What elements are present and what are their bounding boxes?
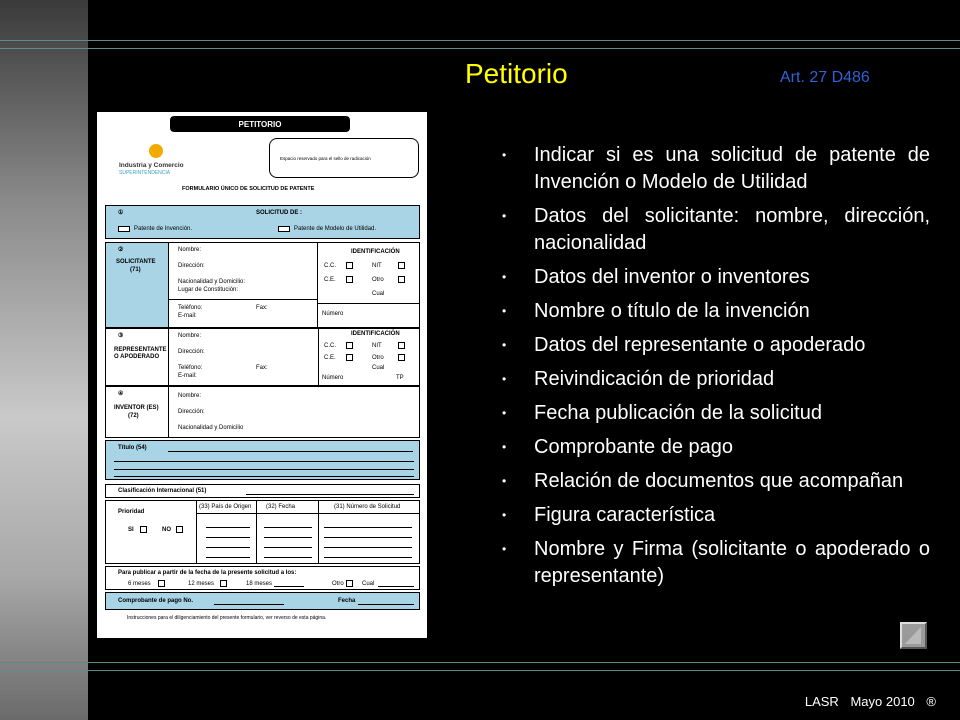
section-titulo bbox=[105, 440, 420, 480]
s2-cual: Cual bbox=[372, 291, 385, 297]
s3-email: E-mail: bbox=[178, 373, 197, 379]
section-solicitante bbox=[105, 242, 420, 328]
bullet-item: • Reivindicación de prioridad bbox=[500, 366, 930, 393]
s5-line-3 bbox=[114, 469, 414, 470]
form-header-text: PETITORIO bbox=[238, 120, 282, 129]
s4-code: (72) bbox=[128, 413, 139, 419]
s7-no-check bbox=[176, 526, 183, 533]
s7-col-fecha: (32) Fecha bbox=[266, 504, 296, 510]
previous-slide-button[interactable] bbox=[900, 622, 927, 649]
bullet-item: • Datos del representante o apoderado bbox=[500, 332, 930, 359]
s3-num: ③ bbox=[118, 333, 124, 339]
s3-numero: Número bbox=[322, 375, 344, 381]
org-logo-icon bbox=[149, 144, 163, 158]
bullet-item: • Indicar si es una solicitud de patente de Invención o Modelo de Utilidad bbox=[500, 142, 930, 196]
s3-ce: C.E. bbox=[324, 355, 336, 361]
s1-check-2 bbox=[278, 226, 290, 232]
s9-line-1 bbox=[214, 604, 284, 605]
slide-title: Petitorio bbox=[465, 58, 568, 89]
s1-opt2: Patente de Modelo de Utilidad. bbox=[294, 226, 377, 232]
slide-footer bbox=[797, 694, 936, 709]
s7-si-check bbox=[140, 526, 147, 533]
stamp-text: Espacio reservado para el sello de radicación bbox=[280, 156, 371, 161]
s7-title: Prioridad bbox=[118, 509, 145, 515]
s4-vline bbox=[168, 387, 169, 437]
footer-mark: ® bbox=[926, 694, 936, 709]
s7-no: NO bbox=[162, 527, 171, 533]
s7-vline-3 bbox=[318, 501, 319, 563]
s2-direccion: Dirección: bbox=[178, 263, 205, 269]
org-name: Industria y Comercio bbox=[119, 162, 184, 169]
s2-ident-label: IDENTIFICACIÓN bbox=[351, 249, 400, 255]
s2-numero: Número bbox=[322, 311, 344, 317]
s3-cc: C.C. bbox=[324, 343, 336, 349]
s5-line-4 bbox=[114, 476, 414, 477]
s3-cual: Cual bbox=[372, 365, 385, 371]
form-title: FORMULARIO ÚNICO DE SOLICITUD DE PATENTE bbox=[182, 186, 315, 192]
s3-fax: Fax: bbox=[256, 365, 268, 371]
top-rule-2 bbox=[0, 48, 960, 49]
s2-ce-check bbox=[346, 276, 353, 283]
s8-otro-check bbox=[346, 580, 353, 587]
left-gradient-bar bbox=[0, 0, 88, 720]
s5-line-2 bbox=[114, 461, 414, 462]
bullet-item: • Fecha publicación de la solicitud bbox=[500, 400, 930, 427]
section-representante bbox=[105, 328, 420, 386]
s2-divider bbox=[168, 299, 318, 300]
s3-otro: Otro bbox=[372, 355, 384, 361]
section-comprobante bbox=[105, 592, 420, 610]
s6-line bbox=[246, 494, 414, 495]
s4-nacdom: Nacionalidad y Domicilio bbox=[178, 425, 244, 431]
s9-line-2 bbox=[358, 604, 414, 605]
s4-direccion: Dirección: bbox=[178, 409, 205, 415]
s4-num: ④ bbox=[118, 391, 124, 397]
s8-m18-line bbox=[274, 586, 304, 587]
footer-author: LASR bbox=[804, 694, 839, 709]
s7-row-line bbox=[324, 527, 412, 528]
s7-row-line bbox=[324, 537, 412, 538]
slide-subtitle: Art. 27 D486 bbox=[780, 69, 870, 86]
bullet-item: • Nombre y Firma (solicitante o apoderado o representante) bbox=[500, 536, 930, 590]
bullet-item: • Comprobante de pago bbox=[500, 434, 930, 461]
s2-nit-check bbox=[398, 262, 405, 269]
section-prioridad bbox=[105, 500, 420, 564]
s8-m12-check bbox=[220, 580, 227, 587]
s8-cual-line bbox=[378, 586, 414, 587]
s7-row-line bbox=[264, 537, 312, 538]
s1-check-1 bbox=[118, 226, 130, 232]
section-inventor bbox=[105, 386, 420, 438]
s4-nombre: Nombre: bbox=[178, 393, 202, 399]
s2-otro: Otro bbox=[372, 277, 384, 283]
s8-m12: 12 meses bbox=[188, 581, 215, 587]
top-rule bbox=[0, 40, 960, 41]
s2-nacionalidad: Nacionalidad y Domicilio: bbox=[178, 279, 246, 285]
back-arrow-icon bbox=[902, 624, 925, 647]
s7-row-line bbox=[324, 557, 412, 558]
section-solicitud bbox=[105, 205, 420, 239]
s1-opt1: Patente de Invención. bbox=[134, 226, 193, 232]
s7-row-line bbox=[206, 537, 250, 538]
s7-row-line bbox=[206, 527, 250, 528]
s7-col-num: (31) Número de Solicitud bbox=[334, 504, 401, 510]
s2-ce: C.E. bbox=[324, 277, 336, 283]
s6-title: Clasificación Internacional (51) bbox=[118, 488, 207, 494]
form-instructions: Instrucciones para el diligenciamiento del presente formulario, ver reverso de esta página. bbox=[127, 615, 327, 621]
bullet-item: • Figura característica bbox=[500, 502, 930, 529]
s3-nit-check bbox=[398, 342, 405, 349]
s2-nombre: Nombre: bbox=[178, 247, 202, 253]
section-publicacion bbox=[105, 566, 420, 590]
bullet-item: • Relación de documentos que acompañan bbox=[500, 468, 930, 495]
s2-otro-check bbox=[398, 276, 405, 283]
s1-num: ① bbox=[118, 210, 124, 216]
s2-telefono: Teléfono: bbox=[178, 305, 203, 311]
s2-email: E-mail: bbox=[178, 313, 197, 319]
s3-cc-check bbox=[346, 342, 353, 349]
s9-title: Comprobante de pago No. bbox=[118, 598, 193, 604]
s2-title: SOLICITANTE bbox=[116, 259, 156, 265]
s2-cc: C.C. bbox=[324, 263, 336, 269]
s7-header-line bbox=[196, 513, 419, 514]
s3-direccion: Dirección: bbox=[178, 349, 205, 355]
s3-nombre: Nombre: bbox=[178, 333, 202, 339]
bottom-rule bbox=[0, 662, 960, 663]
s7-col-pais: (33) País de Origen bbox=[199, 504, 252, 510]
s3-otro-check bbox=[398, 354, 405, 361]
petitorio-form-image bbox=[97, 112, 427, 638]
bullet-item: • Datos del inventor o inventores bbox=[500, 264, 930, 291]
s2-fax: Fax: bbox=[256, 305, 268, 311]
s3-ce-check bbox=[346, 354, 353, 361]
s8-m6-check bbox=[158, 580, 165, 587]
s3-vline-1 bbox=[168, 329, 169, 385]
s7-si: SI bbox=[128, 527, 134, 533]
s7-row-line bbox=[324, 547, 412, 548]
s2-nit: NIT bbox=[372, 263, 382, 269]
s7-row-line bbox=[264, 557, 312, 558]
s8-m18: 18 meses bbox=[246, 581, 273, 587]
s7-vline-1 bbox=[196, 501, 197, 563]
s3-title: REPRESENTANTE O APODERADO bbox=[114, 347, 167, 360]
org-sub: SUPERINTENDENCIA bbox=[119, 170, 171, 176]
s2-lugar: Lugar de Constitución: bbox=[178, 287, 239, 293]
s7-vline-2 bbox=[256, 501, 257, 563]
s5-line-1 bbox=[168, 451, 413, 452]
bullet-item: • Nombre o título de la invención bbox=[500, 298, 930, 325]
s2-cc-check bbox=[346, 262, 353, 269]
s4-title: INVENTOR (ES) bbox=[114, 405, 159, 411]
s1-label: SOLICITUD DE : bbox=[256, 210, 302, 216]
s3-vline-2 bbox=[318, 329, 319, 385]
footer-date: Mayo 2010 bbox=[850, 694, 915, 709]
s9-fecha: Fecha bbox=[338, 598, 356, 604]
form-header-bar bbox=[170, 116, 350, 132]
s8-title: Para publicar a partir de la fecha de la presente solicitud a los: bbox=[118, 570, 297, 576]
s8-otro: Otro bbox=[332, 581, 344, 587]
s3-telefono: Teléfono: bbox=[178, 365, 203, 371]
s8-cual: Cual bbox=[362, 581, 375, 587]
s2-ident-divider bbox=[318, 303, 419, 304]
s3-ident-label: IDENTIFICACIÓN bbox=[351, 331, 400, 337]
s8-m6: 6 meses bbox=[128, 581, 151, 587]
bullet-item: • Datos del solicitante: nombre, dirección, nacionalidad bbox=[500, 203, 930, 257]
section-clasificacion bbox=[105, 484, 420, 498]
s7-row-line bbox=[264, 527, 312, 528]
s3-nit: NIT bbox=[372, 343, 382, 349]
bottom-rule-2 bbox=[0, 670, 960, 671]
s7-row-line bbox=[206, 547, 250, 548]
s2-code: (71) bbox=[130, 267, 141, 273]
s7-row-line bbox=[264, 547, 312, 548]
s7-row-line bbox=[206, 557, 250, 558]
s5-title: Título (54) bbox=[118, 445, 147, 451]
stamp-box bbox=[269, 138, 419, 178]
s3-tp: TP bbox=[396, 375, 404, 381]
bullet-list bbox=[500, 142, 930, 597]
s2-num: ② bbox=[118, 247, 124, 253]
